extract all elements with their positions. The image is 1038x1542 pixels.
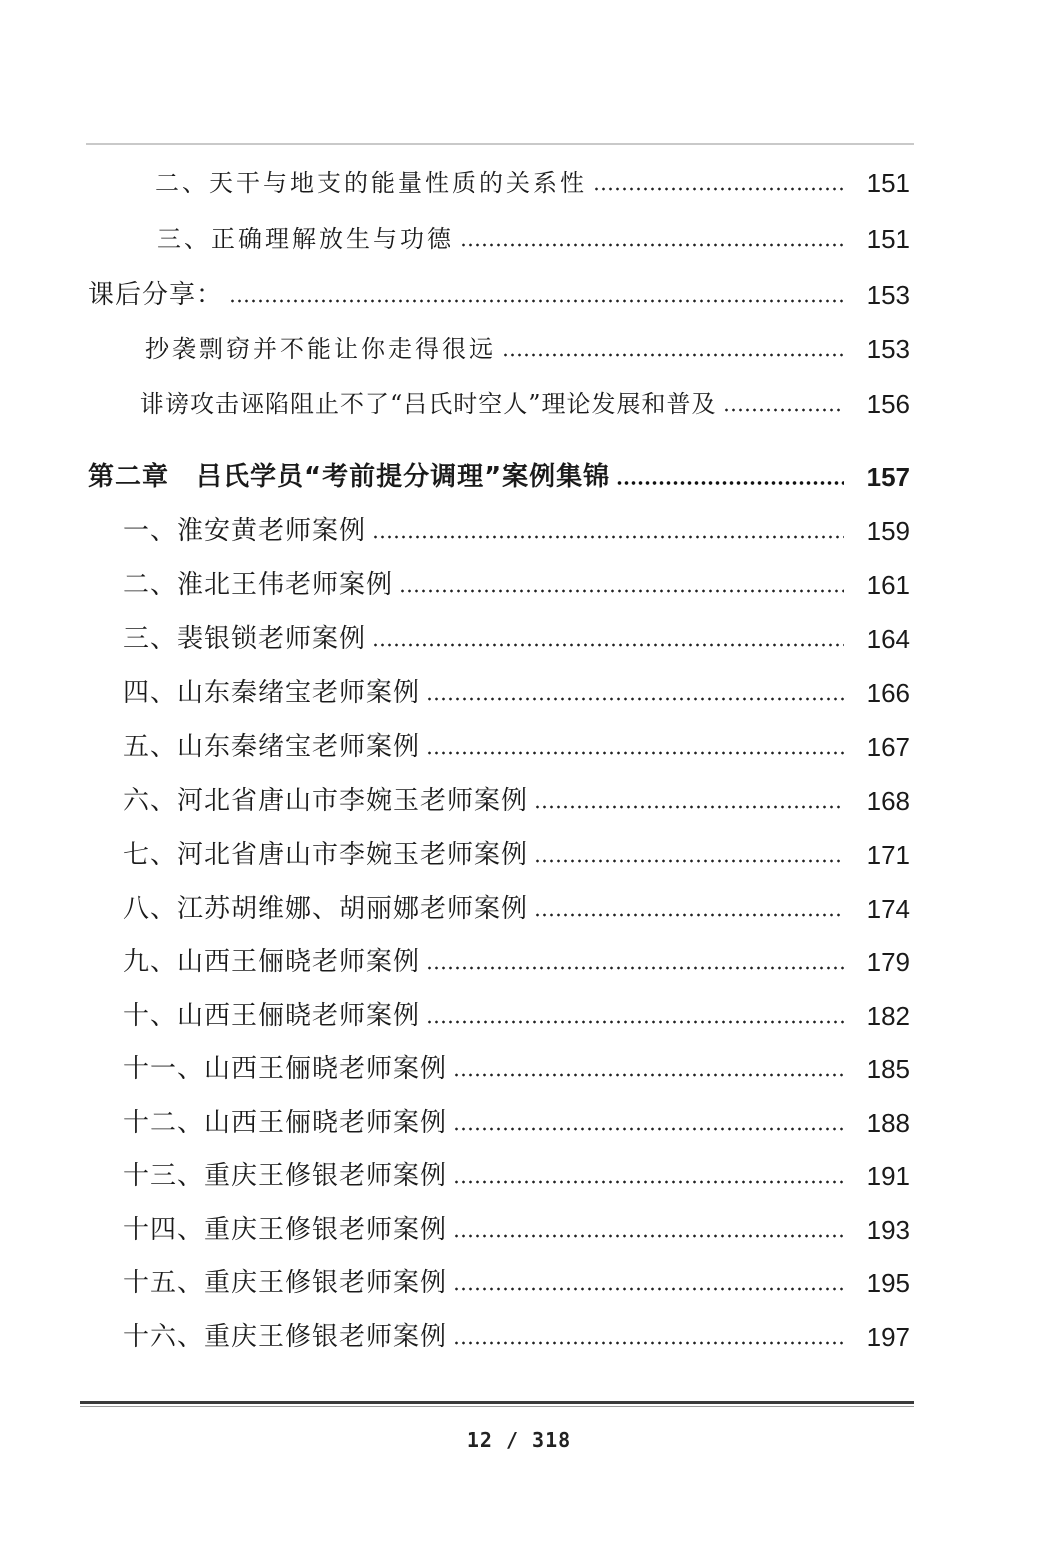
toc-entry [0,835,910,875]
toc-entry-page: 161 [866,570,910,600]
dot-leader [399,587,844,595]
toc-entry-page: 164 [866,624,910,654]
toc-entry-page: 156 [866,389,910,419]
dot-leader [229,297,844,305]
toc-entry-label: 三、正确理解放生与功德 [157,225,454,253]
toc-entry [0,275,910,315]
toc-entry-page: 174 [866,894,910,924]
dot-leader [426,1018,844,1026]
toc-entry [0,942,910,982]
toc-entry-label: 七、河北省唐山市李婉玉老师案例 [123,840,529,870]
toc-entry-label: 二、天干与地支的能量性质的关系性 [155,169,587,197]
dot-leader [534,803,844,811]
dot-leader [593,185,844,193]
toc-entry-label: 十六、重庆王修银老师案例 [123,1322,448,1352]
toc-entry [0,163,910,203]
toc-entry-page: 188 [866,1108,910,1138]
footer-divider [80,1401,914,1404]
toc-entry-label: 十一、山西王俪晓老师案例 [123,1054,448,1084]
dot-leader [453,1071,844,1079]
dot-leader [372,533,844,541]
toc-entry-page: 167 [866,732,910,762]
toc-entry-page: 185 [866,1054,910,1084]
dot-leader [534,911,844,919]
toc-entry [0,727,910,767]
toc-entry [0,1156,910,1196]
toc-entry-label: 十三、重庆王修银老师案例 [123,1161,448,1191]
toc-entry-page: 159 [866,516,910,546]
dot-leader [453,1232,844,1240]
toc-entry-page: 191 [866,1161,910,1191]
toc-entry [0,1103,910,1143]
toc-entry [0,781,910,821]
page-indicator: 12 / 318 [466,1428,572,1452]
toc-entry-page: 157 [866,462,910,492]
dot-leader [723,406,844,414]
toc-entry-label: 十、山西王俪晓老师案例 [123,1001,421,1031]
toc-entry-label: 十二、山西王俪晓老师案例 [123,1108,448,1138]
toc-entry [0,219,910,259]
toc-entry-page: 168 [866,786,910,816]
dot-leader [453,1178,844,1186]
toc-entry [0,1210,910,1250]
dot-leader [460,241,844,249]
toc-entry-page: 153 [866,334,910,364]
toc-entry-page: 179 [866,947,910,977]
toc-entry [0,619,910,659]
dot-leader [453,1285,844,1293]
toc-entry-label: 二、淮北王伟老师案例 [123,570,394,600]
toc-entry-label: 六、河北省唐山市李婉玉老师案例 [123,786,529,816]
toc-entry [0,1317,910,1357]
toc-entry-page: 197 [866,1322,910,1352]
dot-leader [453,1125,844,1133]
toc-entry-label: 四、山东秦绪宝老师案例 [123,678,421,708]
toc-entry-label: 十五、重庆王修银老师案例 [123,1268,448,1298]
dot-leader [426,964,844,972]
toc-entry-page: 182 [866,1001,910,1031]
toc-entry-label: 诽谤攻击诬陷阻止不了“吕氏时空人”理论发展和普及 [140,390,717,418]
toc-entry-page: 171 [866,840,910,870]
toc-entry [0,565,910,605]
toc-entry-page: 151 [866,168,910,198]
dot-leader [534,857,844,865]
toc-entry-label: 五、山东秦绪宝老师案例 [123,732,421,762]
toc-entry-page: 151 [866,224,910,254]
toc-entry-page: 193 [866,1215,910,1245]
toc-entry [0,1049,910,1089]
toc-entry-label: 八、江苏胡维娜、胡丽娜老师案例 [123,894,529,924]
toc-entry [0,329,910,369]
toc-entry-page: 195 [866,1268,910,1298]
dot-leader [372,641,844,649]
toc-entry [0,384,910,424]
dot-leader [426,749,844,757]
toc-entry-label: 十四、重庆王修银老师案例 [123,1215,448,1245]
toc-entry-label: 一、淮安黄老师案例 [123,516,367,546]
dot-leader [426,695,844,703]
footer-divider-secondary [80,1406,914,1407]
toc-entry [0,1263,910,1303]
toc-entry-label: 抄袭剽窃并不能让你走得很远 [145,335,496,363]
dot-leader [616,479,844,487]
toc-entry-label: 三、裴银锁老师案例 [123,624,367,654]
toc-chapter-heading [0,457,910,497]
toc-entry-label: 课后分享： [88,280,224,310]
toc-entry-page: 153 [866,280,910,310]
toc-entry [0,996,910,1036]
dot-leader [453,1339,844,1347]
toc-entry [0,511,910,551]
toc-entry [0,889,910,929]
toc-entry-label: 第二章 吕氏学员“考前提分调理”案例集锦 [88,462,611,492]
toc-entry-label: 九、山西王俪晓老师案例 [123,947,421,977]
header-divider [86,143,914,145]
toc-entry-page: 166 [866,678,910,708]
toc-entry [0,673,910,713]
dot-leader [502,351,844,359]
